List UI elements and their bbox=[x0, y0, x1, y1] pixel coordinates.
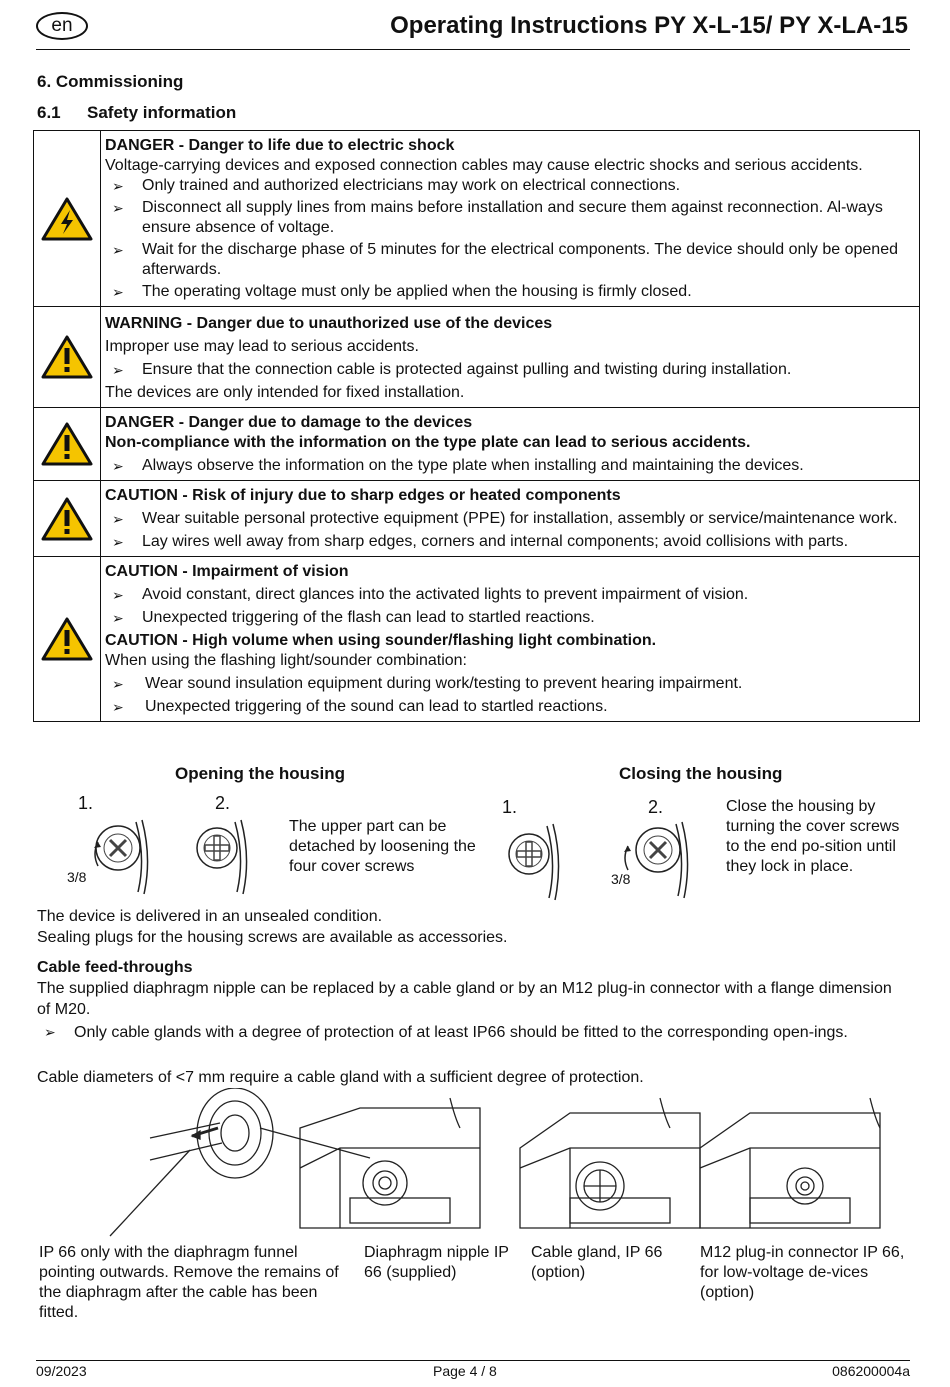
screw-open-illustration bbox=[193, 818, 259, 896]
warning-text bbox=[101, 408, 920, 481]
warning-heading: DANGER - Danger due to damage to the devices bbox=[105, 414, 473, 431]
list-item: ➢ Wear sound insulation equipment during work/testing to prevent hearing impairment. bbox=[105, 674, 913, 694]
opening-text: The upper part can be detached by loosening the four cover screws bbox=[289, 818, 476, 875]
caption-cable-gland: Cable gland, IP 66 (option) bbox=[531, 1244, 663, 1281]
list-item: ➢ Wait for the discharge phase of 5 minutes for the electrical components. The device should only be opened afterwards. bbox=[105, 240, 913, 280]
icon-cell bbox=[34, 131, 101, 307]
cable-text: The supplied diaphragm nipple can be replaced by a cable gland or by an M12 plug-in connector with a flange dimension of M20. bbox=[37, 980, 892, 1018]
screw-loosen-illustration bbox=[88, 818, 154, 896]
list-item: ➢ Wear suitable personal protective equipment (PPE) for installation, assembly or service/maintenance work. bbox=[105, 509, 913, 529]
warning-subheading: CAUTION - High volume when using sounder/flashing light combination. bbox=[105, 632, 657, 649]
list-item: ➢ Avoid constant, direct glances into the activated lights to prevent impairment of vision. bbox=[105, 585, 913, 605]
screw-tighten-illustration bbox=[618, 820, 698, 900]
list-item: ➢ Unexpected triggering of the flash can lead to startled reactions. bbox=[105, 608, 913, 628]
section-title: 6. Commissioning bbox=[37, 72, 184, 91]
closing-step-2: 2. bbox=[648, 797, 664, 817]
opening-turn-label: 3/8 bbox=[67, 869, 87, 885]
delivery-line-2: Sealing plugs for the housing screws are available as accessories. bbox=[37, 929, 508, 946]
list-item: ➢ Unexpected triggering of the sound can lead to startled reactions. bbox=[105, 697, 913, 717]
list-item: ➢ Only trained and authorized electricians may work on electrical connections. bbox=[105, 176, 913, 196]
warning-icon bbox=[41, 616, 93, 662]
cable-entry-illustration bbox=[100, 1088, 910, 1238]
icon-cell bbox=[34, 307, 101, 408]
warning-icon bbox=[41, 421, 93, 467]
warning-outro: The devices are only intended for fixed installation. bbox=[105, 384, 465, 401]
warning-text bbox=[101, 557, 920, 722]
icon-cell bbox=[34, 408, 101, 481]
list-item: ➢ Ensure that the connection cable is protected against pulling and twisting during installation. bbox=[105, 360, 913, 380]
subsection-title: 6.1 Safety information bbox=[37, 103, 237, 122]
warning-intro: Voltage-carrying devices and exposed connection cables may cause electric shocks and serious accidents. bbox=[105, 157, 863, 174]
warning-icon bbox=[41, 334, 93, 380]
warning-intro: When using the flashing light/sounder combination: bbox=[105, 652, 467, 669]
opening-step-2: 2. bbox=[215, 793, 231, 813]
closing-turn-label: 3/8 bbox=[611, 871, 631, 887]
safety-row-sharp-edges bbox=[34, 481, 920, 557]
caption-diaphragm-nipple: Diaphragm nipple IP 66 (supplied) bbox=[364, 1244, 509, 1281]
warning-intro: Improper use may lead to serious accidents. bbox=[105, 338, 419, 355]
screw-closed-illustration bbox=[505, 822, 571, 902]
cable-title: Cable feed-throughs bbox=[37, 959, 193, 976]
caption-m12-connector: M12 plug-in connector IP 66, for low-voltage de-vices (option) bbox=[700, 1244, 905, 1301]
safety-row-vision bbox=[34, 557, 920, 722]
list-item: ➢ Lay wires well away from sharp edges, corners and internal components; avoid collisions with parts. bbox=[105, 532, 913, 552]
footer-doc-number: 086200004a bbox=[832, 1363, 910, 1379]
language-badge: en bbox=[36, 12, 88, 40]
page-header bbox=[36, 8, 910, 50]
warning-text bbox=[101, 481, 920, 557]
list-item: ➢ Always observe the information on the type plate when installing and maintaining the devices. bbox=[105, 456, 913, 476]
opening-step-1: 1. bbox=[78, 793, 94, 813]
opening-title: Opening the housing bbox=[175, 764, 345, 783]
icon-cell bbox=[34, 557, 101, 722]
warning-heading: DANGER - Danger to life due to electric shock bbox=[105, 137, 455, 154]
warning-text bbox=[101, 131, 920, 307]
warning-text bbox=[101, 307, 920, 408]
list-item: ➢ The operating voltage must only be applied when the housing is firmly closed. bbox=[105, 282, 913, 302]
closing-step-1: 1. bbox=[502, 797, 518, 817]
bullet-arrow-icon: ➢ bbox=[44, 1024, 56, 1040]
warning-heading: CAUTION - Impairment of vision bbox=[105, 563, 349, 580]
cable-bullet: ➢ Only cable glands with a degree of protection of at least IP66 should be fitted to the corresponding open-ings. bbox=[44, 1024, 848, 1041]
footer-date: 09/2023 bbox=[36, 1363, 87, 1379]
warning-heading: CAUTION - Risk of injury due to sharp edges or heated components bbox=[105, 487, 621, 504]
list-item: ➢ Disconnect all supply lines from mains before installation and secure them against reconnection. Al-ways ensure absence of voltage. bbox=[105, 198, 913, 238]
safety-row-damage bbox=[34, 408, 920, 481]
safety-row-unauthorized bbox=[34, 307, 920, 408]
caption-diaphragm-funnel: IP 66 only with the diaphragm funnel pointing outwards. Remove the remains of the diaphragm after the cable has been fitted. bbox=[39, 1244, 339, 1321]
cable-note: Cable diameters of <7 mm require a cable gland with a sufficient degree of protection. bbox=[37, 1069, 644, 1086]
icon-cell bbox=[34, 481, 101, 557]
warning-heading: WARNING - Danger due to unauthorized use of the devices bbox=[105, 315, 553, 332]
document-title: Operating Instructions PY X-L-15/ PY X-LA-15 bbox=[390, 12, 908, 39]
page-footer bbox=[36, 1360, 910, 1379]
delivery-line-1: The device is delivered in an unsealed condition. bbox=[37, 908, 383, 925]
safety-table bbox=[33, 130, 920, 722]
closing-title: Closing the housing bbox=[619, 764, 783, 783]
electric-shock-icon bbox=[41, 196, 93, 242]
closing-text: Close the housing by turning the cover screws to the end po-sition until they lock in place. bbox=[726, 798, 900, 875]
footer-page-number: Page 4 / 8 bbox=[433, 1363, 497, 1379]
warning-subheading: Non-compliance with the information on the type plate can lead to serious accidents. bbox=[105, 434, 751, 451]
safety-row-electric bbox=[34, 131, 920, 307]
warning-icon bbox=[41, 496, 93, 542]
